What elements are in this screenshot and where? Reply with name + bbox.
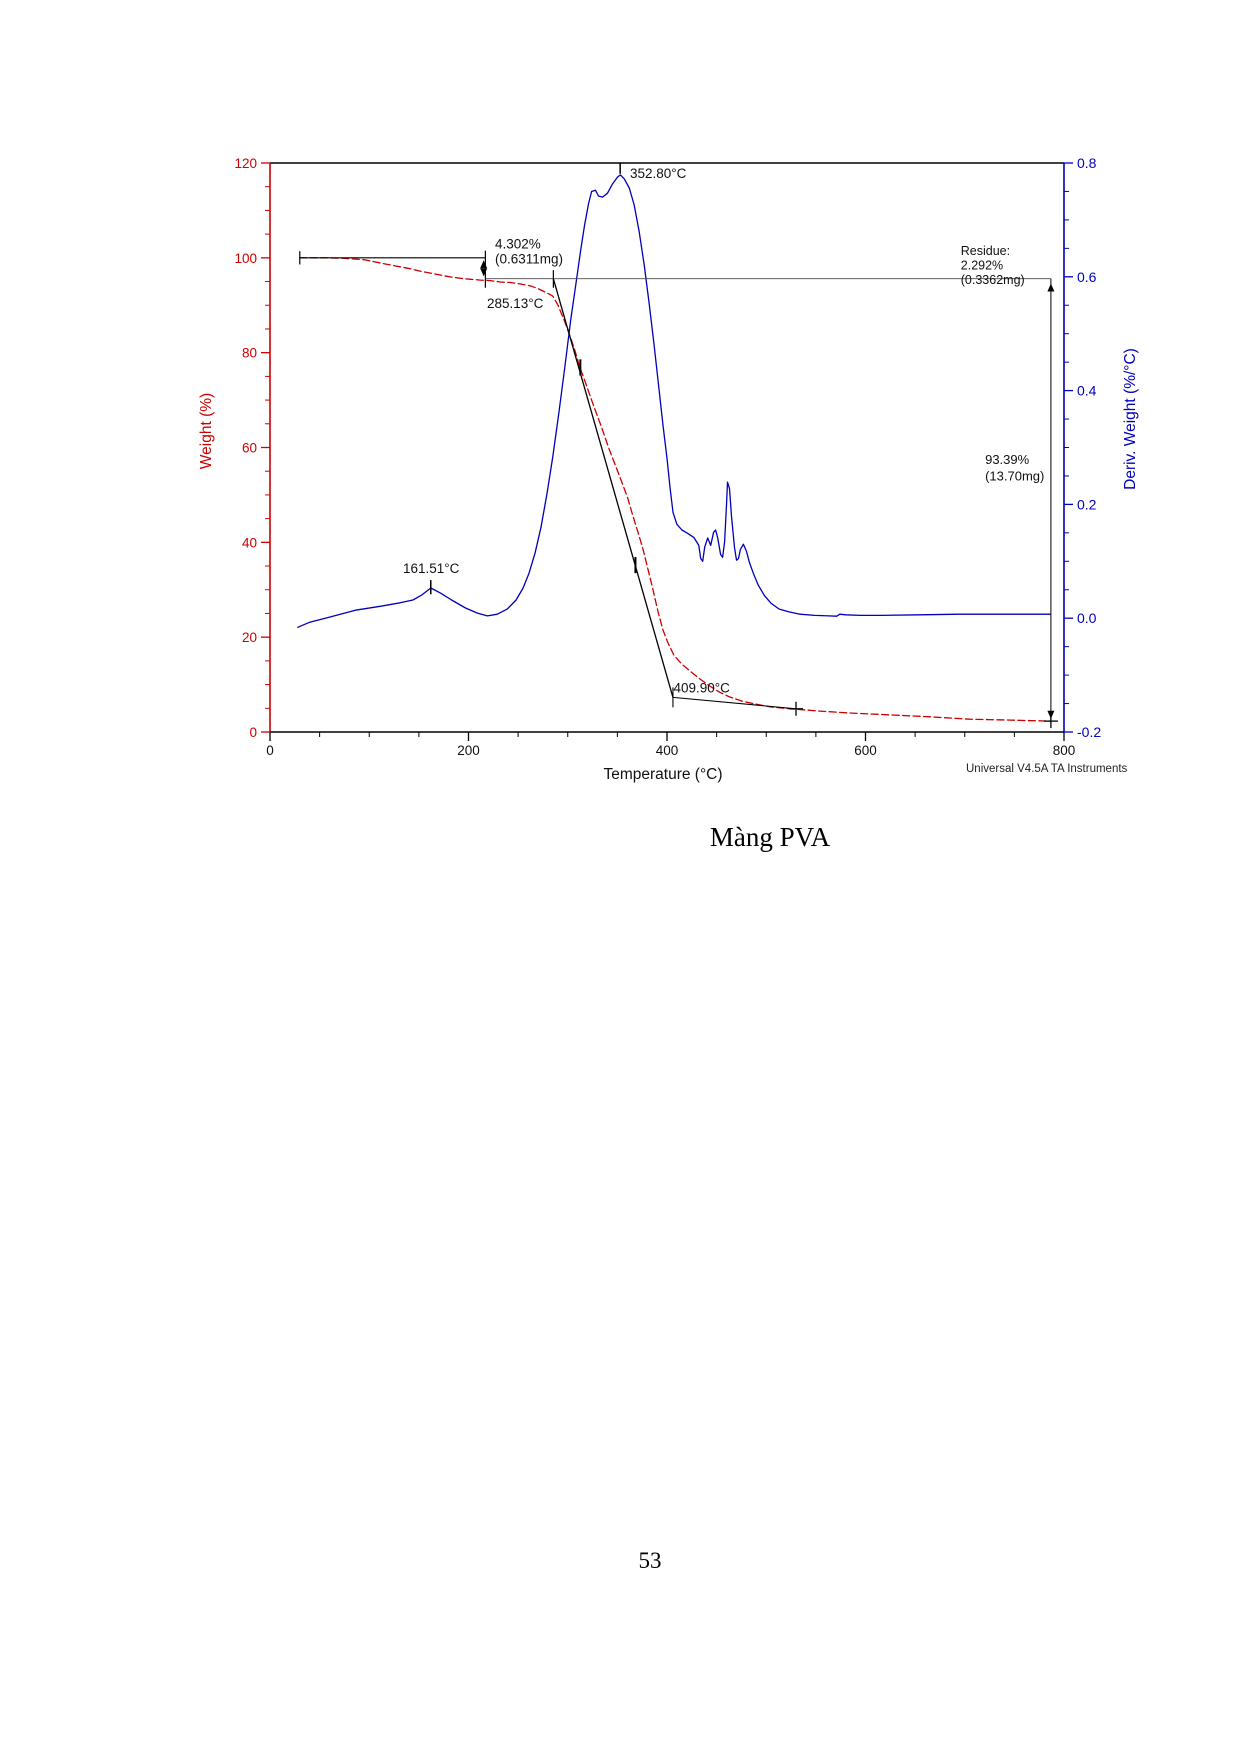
onset-temp-label-line: 285.13°C <box>486 295 544 311</box>
endset-temp-label-line: 409.90°C <box>673 680 730 696</box>
d-tick-label: 0.8 <box>1077 155 1097 171</box>
d-tick-label: 0.0 <box>1077 610 1097 627</box>
step1-loss-label <box>495 237 563 267</box>
w-tick-label: 60 <box>241 440 257 456</box>
d-tick-label: 0.2 <box>1077 496 1097 513</box>
residue-label-line: 2.292% <box>960 258 1004 273</box>
w-tick-label: 40 <box>241 535 257 551</box>
step1-loss-label-line: 4.302% <box>494 236 541 252</box>
main-loss-label-line: (13.70mg) <box>985 468 1045 484</box>
weight-axis-title: Weight (%) <box>198 392 215 470</box>
up-arrowhead <box>480 260 487 268</box>
d-tick-label: 0.6 <box>1077 268 1097 285</box>
w-tick-label: 0 <box>249 725 257 740</box>
deriv-minor-peak-label-line: 161.51°C <box>402 560 460 576</box>
d-tick-label: 0.4 <box>1077 382 1097 399</box>
x-tick-label: 800 <box>1052 743 1076 758</box>
residue-label-line: Residue: <box>960 243 1011 258</box>
instrument-footer: Universal V4.5A TA Instruments <box>966 763 1128 775</box>
w-tick-label: 100 <box>234 250 257 266</box>
main-loss-label-line: 93.39% <box>985 451 1030 467</box>
d-tick-label: -0.2 <box>1077 724 1102 740</box>
deriv-peak-label-line: 352.80°C <box>629 166 687 182</box>
annotation-line <box>673 697 796 708</box>
step1-loss-label-line: (0.6311mg) <box>494 251 564 267</box>
weight-curve <box>300 258 1050 721</box>
x-tick-label: 600 <box>854 743 877 758</box>
up-arrowhead <box>1047 283 1054 291</box>
residue-label <box>961 244 1025 287</box>
endset-temp-label <box>673 680 730 695</box>
w-tick-label: 120 <box>234 156 257 171</box>
page-number: 53 <box>638 1548 662 1573</box>
annotation-line <box>553 279 673 698</box>
x-axis-title: Temperature (°C) <box>603 766 723 783</box>
w-tick-label: 20 <box>241 630 257 646</box>
onset-temp-label <box>487 296 544 311</box>
residue-label-line: (0.3362mg) <box>960 272 1025 287</box>
deriv-minor-peak-label <box>403 561 460 576</box>
down-arrowhead <box>480 268 487 276</box>
main-loss-label <box>985 452 1044 484</box>
tga-chart <box>0 0 1241 810</box>
w-tick-label: 80 <box>241 345 257 361</box>
deriv-weight-curve <box>298 175 1050 627</box>
deriv-peak-label <box>630 166 687 181</box>
figure-caption: Màng PVA <box>709 822 831 852</box>
deriv-axis-title: Deriv. Weight (%/°C) <box>1122 348 1139 490</box>
x-tick-label: 200 <box>457 743 480 758</box>
x-tick-label: 400 <box>655 743 679 758</box>
x-tick-label: 0 <box>266 743 274 758</box>
